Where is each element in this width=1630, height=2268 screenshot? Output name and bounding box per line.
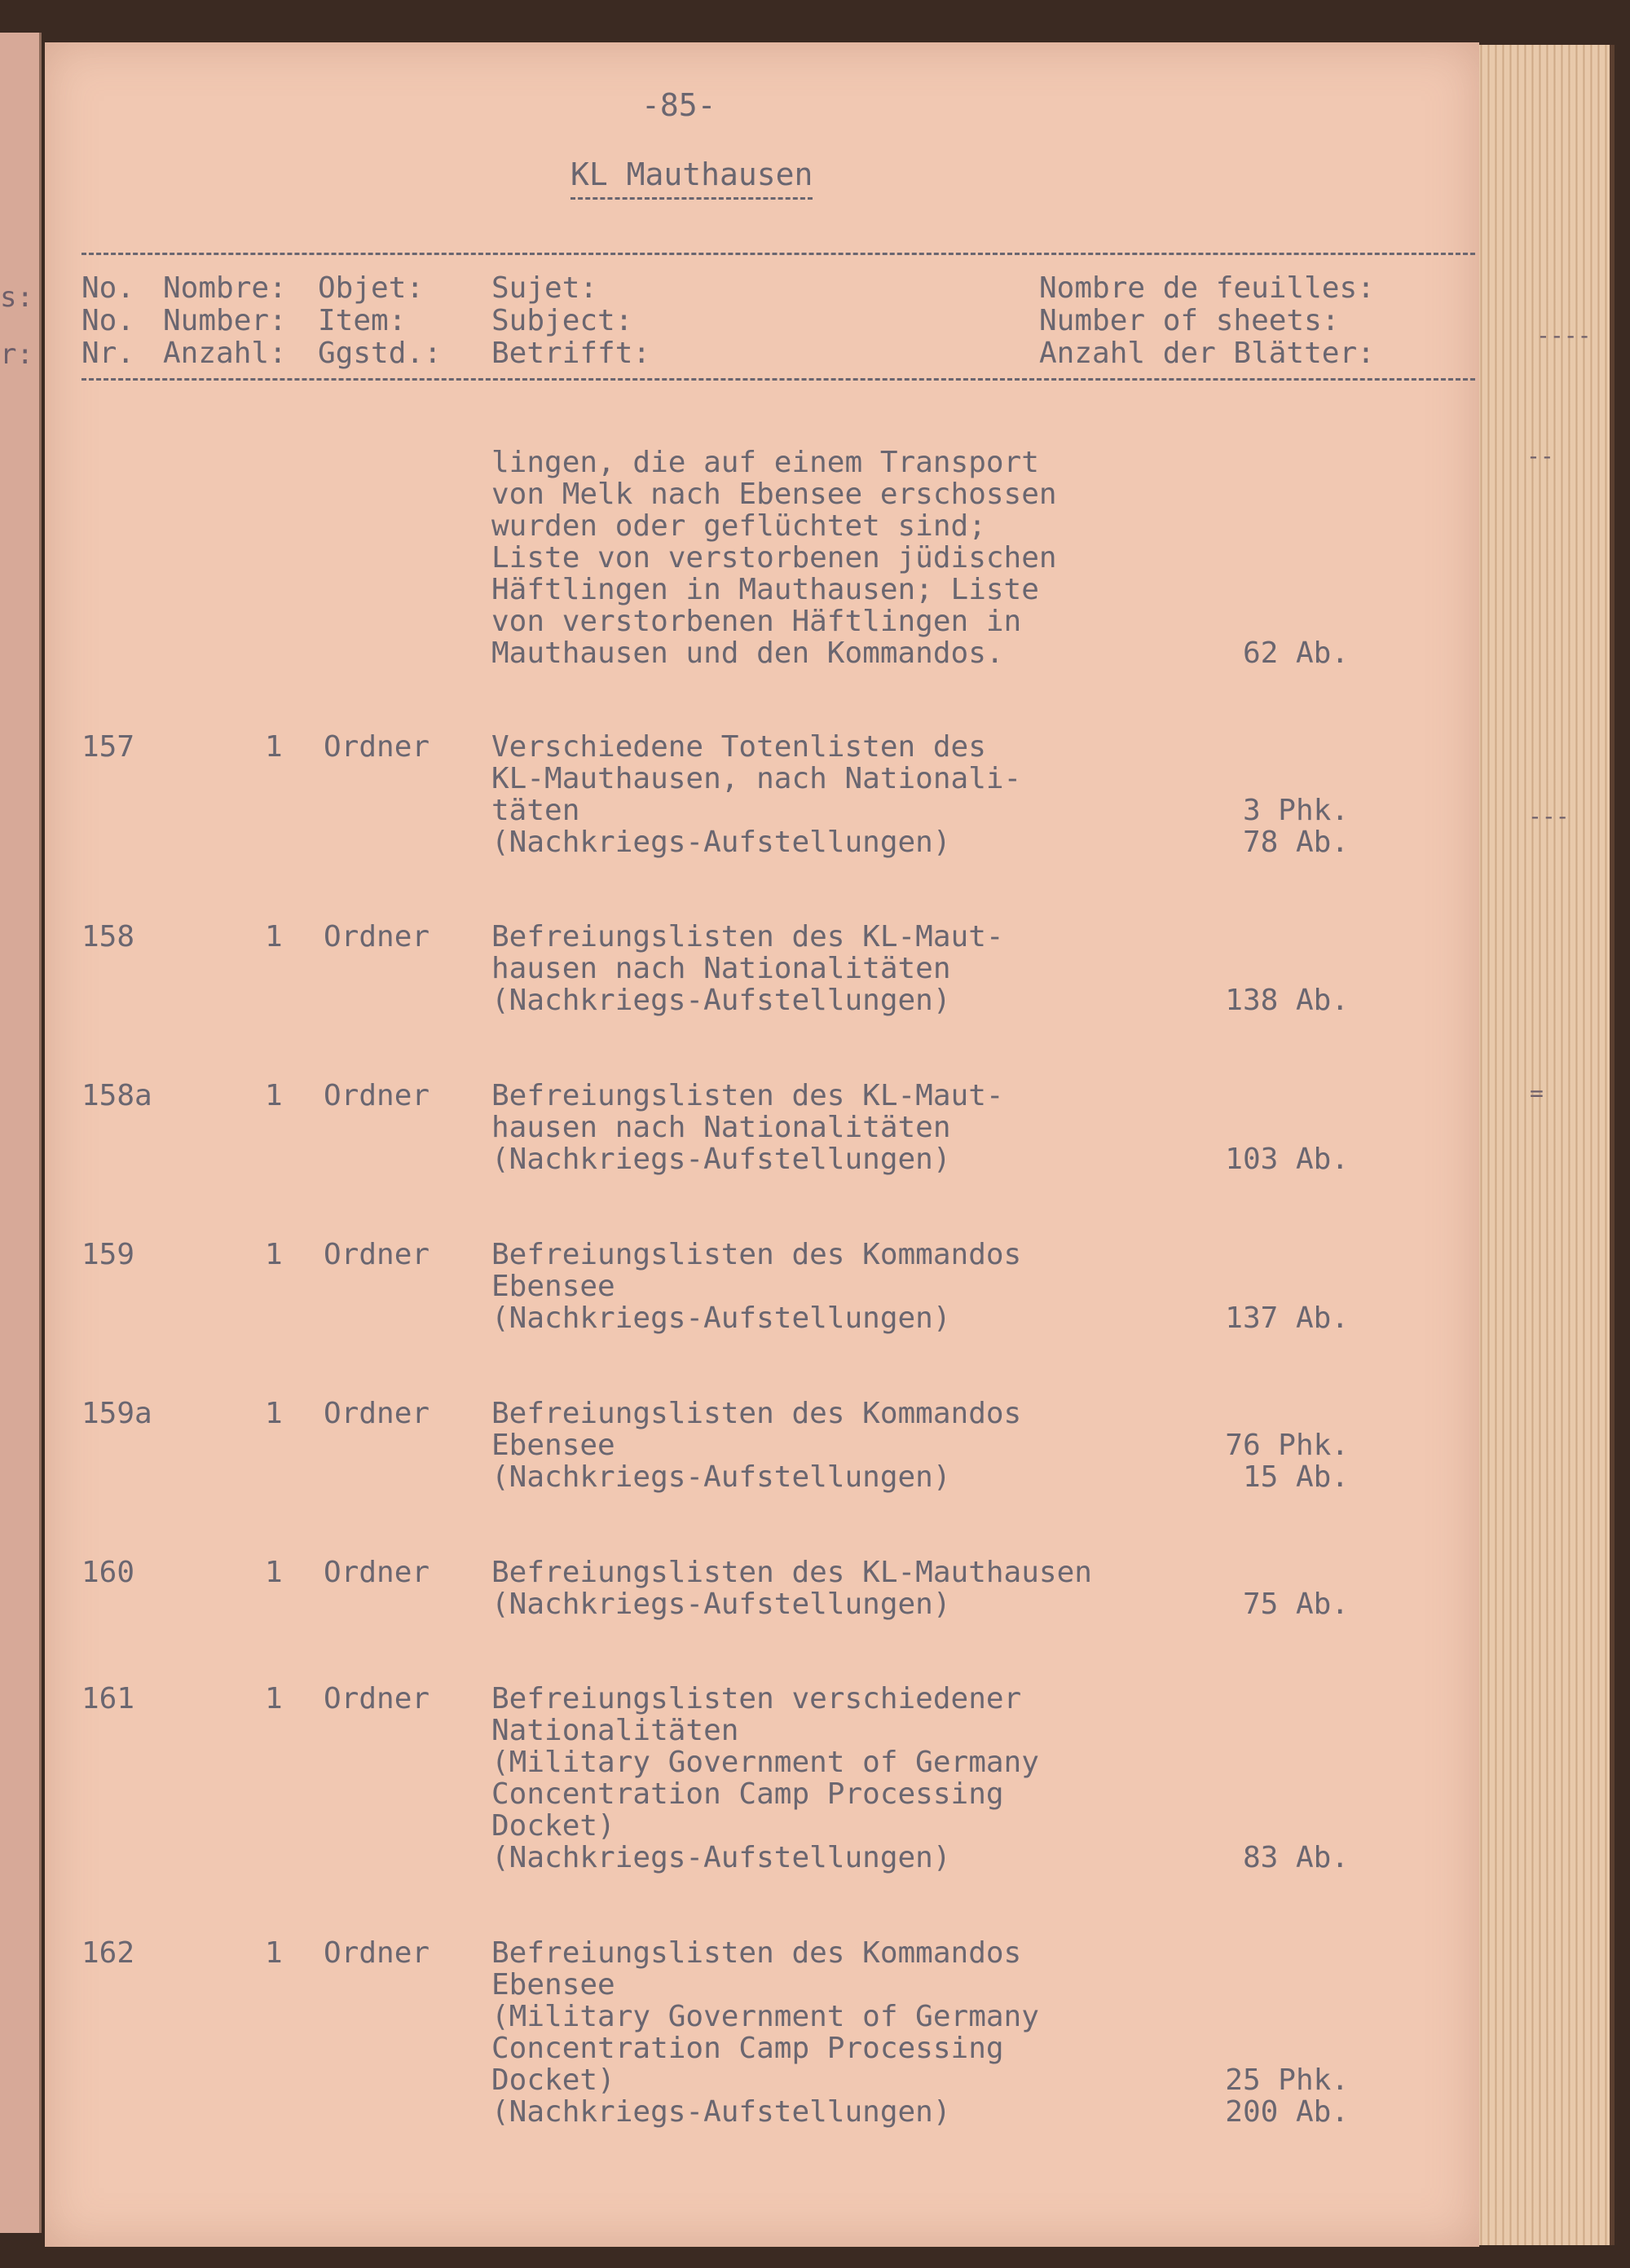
margin-mark: -- (1526, 443, 1554, 469)
document-page (45, 42, 1479, 2247)
entry-unit: Ordner (324, 1556, 430, 1589)
entry-count: 1 (265, 1682, 283, 1715)
header-rule-bottom (82, 378, 1475, 381)
entry-number: 158 (82, 920, 135, 953)
header-sheets: Nombre de feuilles: Number of sheets: Anzahl der Blätter: (1039, 271, 1375, 370)
entry-subject: Befreiungslisten des Kommandos Ebensee (Nachkriegs-Aufstellungen) (491, 1397, 1022, 1494)
entry-subject: lingen, die auf einem Transport von Melk nach Ebensee erschossen wurden oder geflüchtet sind; Liste von verstorbenen jüdischen Häftlingen in Mauthausen; Liste von verstorbenen Häftlingen in Mauthausen und den Kommandos. (491, 446, 1057, 670)
entry-unit: Ordner (324, 1682, 430, 1715)
header-subject: Sujet: Subject: Betrifft: (491, 271, 651, 370)
margin-mark: --- (1528, 803, 1570, 830)
left-page-fragment: s: (0, 281, 33, 314)
entry-count: 1 (265, 730, 283, 764)
header-no: No. No. Nr. (82, 271, 135, 370)
entry-subject: Befreiungslisten verschiedener Nationalitäten (Military Government of Germany Concentration Camp Processing Docket) (Nachkriegs-Aufstellungen) (491, 1682, 1039, 1874)
entry-unit: Ordner (324, 1079, 430, 1112)
entry-sheets: 76 Phk. 15 Ab. (1225, 1429, 1349, 1494)
page-title: KL Mauthausen (570, 156, 813, 200)
entry-subject: Verschiedene Totenlisten des KL-Mauthausen, nach Nationali- täten (Nachkriegs-Aufstellungen) (491, 730, 1022, 859)
header-count: Nombre: Number: Anzahl: (163, 271, 287, 370)
entry-subject: Befreiungslisten des KL-Mauthausen (Nachkriegs-Aufstellungen) (491, 1556, 1092, 1621)
entry-number: 159 (82, 1238, 135, 1271)
entry-count: 1 (265, 1936, 283, 1970)
entry-sheets: 75 Ab. (1242, 1588, 1349, 1621)
header-rule-top (82, 253, 1475, 255)
entry-subject: Befreiungslisten des KL-Maut- hausen nach Nationalitäten (Nachkriegs-Aufstellungen) (491, 920, 1004, 1017)
page-number: -85- (641, 87, 716, 123)
entry-count: 1 (265, 1238, 283, 1271)
entry-unit: Ordner (324, 1238, 430, 1271)
entry-number: 157 (82, 730, 135, 764)
entry-sheets: 103 Ab. (1225, 1143, 1349, 1176)
entry-sheets: 62 Ab. (1242, 636, 1349, 670)
entry-sheets: 3 Phk. 78 Ab. (1242, 794, 1349, 859)
entry-count: 1 (265, 1556, 283, 1589)
entry-sheets: 138 Ab. (1225, 984, 1349, 1017)
entry-sheets: 25 Phk. 200 Ab. (1225, 2063, 1349, 2129)
entry-unit: Ordner (324, 920, 430, 953)
entry-number: 162 (82, 1936, 135, 1970)
entry-count: 1 (265, 1397, 283, 1430)
left-page-fragment: r: (0, 338, 33, 371)
entry-count: 1 (265, 1079, 283, 1112)
entry-subject: Befreiungslisten des KL-Maut- hausen nach Nationalitäten (Nachkriegs-Aufstellungen) (491, 1079, 1004, 1176)
entry-number: 161 (82, 1682, 135, 1715)
header-item: Objet: Item: Ggstd.: (318, 271, 442, 370)
entry-number: 160 (82, 1556, 135, 1589)
entry-unit: Ordner (324, 730, 430, 764)
entry-number: 158a (82, 1079, 152, 1112)
entry-unit: Ordner (324, 1397, 430, 1430)
entry-subject: Befreiungslisten des Kommandos Ebensee (Military Government of Germany Concentration Camp Processing Docket) (Nachkriegs-Aufstellungen) (491, 1936, 1039, 2129)
margin-mark: = (1530, 1080, 1544, 1107)
entry-subject: Befreiungslisten des Kommandos Ebensee (Nachkriegs-Aufstellungen) (491, 1238, 1022, 1335)
entry-count: 1 (265, 920, 283, 953)
margin-mark: ---- (1536, 322, 1592, 349)
entry-sheets: 83 Ab. (1242, 1841, 1349, 1874)
left-facing-page (0, 33, 42, 2233)
entry-unit: Ordner (324, 1936, 430, 1970)
entry-sheets: 137 Ab. (1225, 1301, 1349, 1335)
entry-number: 159a (82, 1397, 152, 1430)
